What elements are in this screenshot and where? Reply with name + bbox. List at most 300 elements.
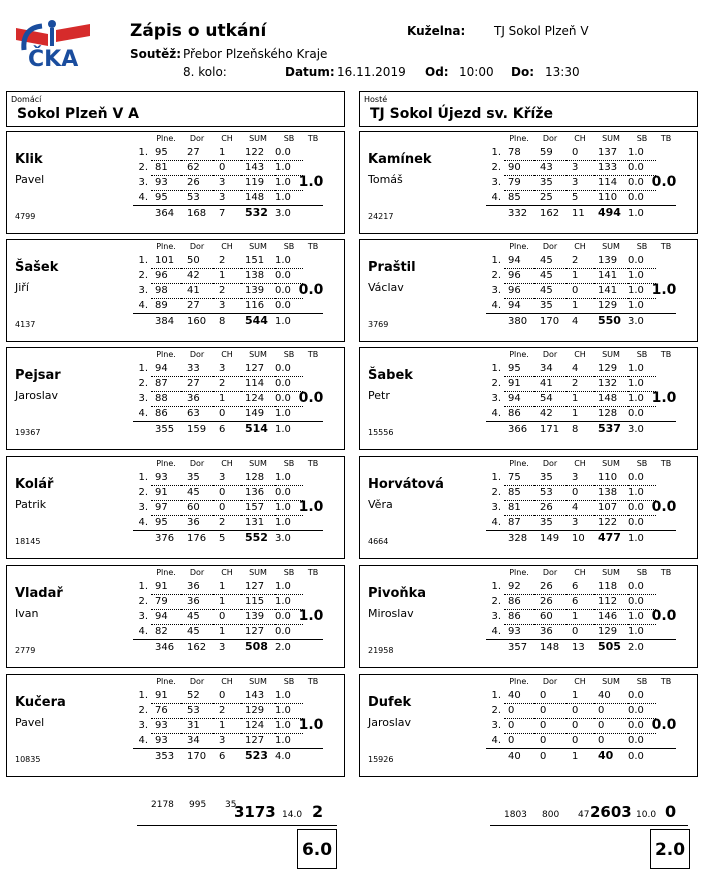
table-row [133, 595, 323, 610]
column-header: CH [574, 350, 586, 359]
column-header: SUM [602, 568, 620, 577]
cell: 143 [241, 689, 275, 704]
cell: 124 [241, 719, 275, 734]
sum-row [133, 206, 323, 222]
lane-number: 1. [491, 363, 501, 375]
cell: 0 [566, 734, 594, 749]
table-row [486, 362, 676, 377]
cell: 36 [181, 392, 213, 407]
cell: 3 [566, 161, 594, 176]
sum-cell: 149 [534, 531, 566, 547]
column-header: CH [574, 568, 586, 577]
column-header: SUM [249, 677, 267, 686]
column-header: CH [574, 459, 586, 468]
lane-number: 2. [138, 596, 148, 607]
cell: 78 [504, 146, 534, 161]
cell: 107 [594, 501, 628, 516]
sum-cell: 3.0 [275, 206, 303, 222]
cell: 141 [594, 269, 628, 284]
sum-row [486, 531, 676, 547]
player-firstname: Miroslav [368, 607, 414, 620]
datum-value: 16.11.2019 [337, 65, 406, 79]
sum-total: 523 [245, 749, 268, 762]
sum-cell: 328 [504, 531, 534, 547]
table-row [486, 595, 676, 610]
column-header: TB [307, 242, 319, 251]
sum-cell: 8 [213, 314, 241, 330]
player-reg-number: 15556 [368, 428, 394, 437]
lane-number: 1. [138, 147, 148, 159]
cell: 0 [566, 486, 594, 501]
sum-cell: 148 [534, 640, 566, 656]
column-header: Plne. [509, 134, 529, 143]
column-header: Dor [542, 568, 558, 577]
column-header: Plne. [156, 350, 176, 359]
sum-cell: 176 [181, 531, 213, 547]
cell: 114 [241, 377, 275, 392]
cell: 138 [594, 486, 628, 501]
cell: 137 [594, 146, 628, 161]
sum-cell: 346 [151, 640, 181, 656]
cell: 1.0 [628, 146, 656, 161]
lane-number: 2. [491, 270, 501, 281]
cell: 129 [594, 299, 628, 314]
sum-cell: 1.0 [628, 206, 656, 222]
sum-cell: 357 [504, 640, 534, 656]
cell: 41 [181, 284, 213, 299]
cell: 96 [504, 269, 534, 284]
cell: 75 [504, 471, 534, 486]
cell: 26 [181, 176, 213, 191]
column-header: SUM [249, 568, 267, 577]
table-row [133, 625, 323, 640]
cell: 1.0 [275, 704, 303, 719]
column-header: SUM [249, 242, 267, 251]
lane-number: 3. [491, 502, 501, 513]
cell: 151 [241, 254, 275, 269]
lane-number: 4. [491, 299, 501, 311]
table-row [133, 377, 323, 392]
table-row [133, 392, 323, 407]
sum-row [133, 314, 323, 330]
cell: 92 [504, 580, 534, 595]
cell: 157 [241, 501, 275, 516]
cell: 63 [181, 407, 213, 422]
player-firstname: Pavel [15, 716, 45, 729]
table-row [133, 254, 323, 269]
cell: 124 [241, 392, 275, 407]
table-header-row [486, 675, 676, 689]
player-game-table [133, 566, 323, 655]
column-header: Dor [542, 134, 558, 143]
cell: 62 [181, 161, 213, 176]
cell: 93 [504, 625, 534, 640]
column-header: Dor [189, 677, 205, 686]
cell: 6 [566, 580, 594, 595]
cell: 60 [534, 610, 566, 625]
cell: 82 [151, 625, 181, 640]
soutez-label: Soutěž: [130, 47, 182, 61]
cell: 0 [504, 734, 534, 749]
cell: 25 [534, 191, 566, 206]
od-value: 10:00 [459, 65, 494, 79]
sum-cell: 171 [534, 422, 566, 438]
cell: 0 [504, 719, 534, 734]
player-tb-points: 1.0 [651, 390, 677, 406]
sum-cell: 1.0 [275, 314, 303, 330]
column-header: SB [636, 350, 648, 359]
lane-number: 4. [138, 407, 148, 419]
cell: 0.0 [628, 595, 656, 610]
sum-cell: 2.0 [275, 640, 303, 656]
cell: 26 [534, 595, 566, 610]
player-reg-number: 2779 [15, 646, 36, 655]
player-tb-points: 0.0 [651, 717, 677, 733]
lane-number: 2. [491, 705, 501, 716]
cell: 143 [241, 161, 275, 176]
player-firstname: Tomáš [368, 173, 403, 186]
column-header: SB [283, 134, 295, 143]
home-role: Domácí [11, 95, 42, 104]
cell: 110 [594, 471, 628, 486]
home-player-card [6, 456, 345, 559]
cell: 0 [594, 719, 628, 734]
cell: 35 [534, 299, 566, 314]
cell: 110 [594, 191, 628, 206]
column-header: SB [636, 134, 648, 143]
do-label: Do: [511, 65, 535, 79]
player-game-table [133, 675, 323, 764]
cell: 1.0 [628, 269, 656, 284]
sum-row [486, 206, 676, 222]
cell: 1.0 [275, 595, 303, 610]
cell: 1 [213, 595, 241, 610]
cell: 53 [534, 486, 566, 501]
home-player-card [6, 239, 345, 342]
cell: 86 [504, 595, 534, 610]
column-header: CH [221, 242, 233, 251]
sum-row [133, 531, 323, 547]
guest-player-card [359, 456, 698, 559]
lane-number: 2. [138, 270, 148, 281]
table-row [133, 299, 323, 314]
cell: 0.0 [628, 161, 656, 176]
guest-team-name: TJ Sokol Újezd sv. Kříže [370, 106, 553, 122]
cell: 2 [566, 377, 594, 392]
datum-label: Datum: [285, 65, 335, 79]
player-tb-points: 0.0 [651, 499, 677, 515]
cell: 0.0 [275, 377, 303, 392]
cell: 1.0 [628, 625, 656, 640]
cell: 1.0 [628, 377, 656, 392]
cell: 93 [151, 471, 181, 486]
player-game-table [133, 132, 323, 221]
cell: 149 [241, 407, 275, 422]
cell: 139 [241, 610, 275, 625]
table-header-row [133, 240, 323, 254]
player-reg-number: 19367 [15, 428, 41, 437]
cell: 54 [534, 392, 566, 407]
cell: 41 [534, 377, 566, 392]
cell: 94 [504, 392, 534, 407]
cell: 93 [151, 719, 181, 734]
sum-cell: 364 [151, 206, 181, 222]
table-header-row [133, 675, 323, 689]
cell: 45 [181, 625, 213, 640]
guest-player-card [359, 347, 698, 450]
lane-number: 4. [138, 734, 148, 746]
table-row [133, 146, 323, 161]
table-row [486, 407, 676, 422]
table-row [486, 392, 676, 407]
lane-number: 4. [491, 625, 501, 637]
sum-row [486, 640, 676, 656]
table-row [133, 407, 323, 422]
sum-cell: 3.0 [628, 314, 656, 330]
lane-number: 3. [491, 611, 501, 622]
column-header: SUM [249, 134, 267, 143]
home-team-header [6, 91, 345, 127]
cell: 128 [241, 471, 275, 486]
table-row [486, 625, 676, 640]
lane-number: 1. [491, 255, 501, 267]
lane-number: 2. [138, 487, 148, 498]
cell: 0.0 [628, 580, 656, 595]
sum-row [133, 749, 323, 765]
cell: 3 [213, 176, 241, 191]
cell: 36 [181, 580, 213, 595]
home-total-dor: 995 [189, 800, 207, 810]
home-total-plne: 2178 [151, 800, 174, 810]
cell: 36 [181, 516, 213, 531]
column-header: Plne. [156, 677, 176, 686]
lane-number: 3. [491, 285, 501, 296]
column-header: CH [574, 242, 586, 251]
lane-number: 4. [491, 516, 501, 528]
cell: 3 [213, 299, 241, 314]
cell: 1 [566, 392, 594, 407]
sum-cell: 366 [504, 422, 534, 438]
cell: 127 [241, 362, 275, 377]
sum-cell: 162 [534, 206, 566, 222]
cell: 53 [181, 704, 213, 719]
table-row [486, 580, 676, 595]
player-firstname: Petr [368, 389, 390, 402]
cell: 0.0 [628, 176, 656, 191]
cell: 87 [151, 377, 181, 392]
cell: 96 [151, 269, 181, 284]
player-reg-number: 3769 [368, 320, 389, 329]
sum-row [486, 749, 676, 765]
player-firstname: Věra [368, 498, 393, 511]
cell: 0 [534, 734, 566, 749]
player-firstname: Pavel [15, 173, 45, 186]
cell: 2 [213, 704, 241, 719]
cell: 26 [534, 580, 566, 595]
cell: 0.0 [628, 689, 656, 704]
sum-total: 537 [598, 422, 621, 435]
cell: 43 [534, 161, 566, 176]
cell: 0 [566, 146, 594, 161]
sum-total: 550 [598, 314, 621, 327]
cell: 40 [504, 689, 534, 704]
cell: 0 [213, 689, 241, 704]
player-game-table [486, 240, 676, 329]
cell: 2 [213, 254, 241, 269]
column-header: SUM [602, 350, 620, 359]
table-header-row [486, 348, 676, 362]
cell: 1.0 [628, 362, 656, 377]
column-header: TB [307, 677, 319, 686]
table-row [486, 254, 676, 269]
cell: 141 [594, 284, 628, 299]
cell: 0 [213, 486, 241, 501]
cell: 114 [594, 176, 628, 191]
table-header-row [486, 240, 676, 254]
table-row [133, 689, 323, 704]
sum-cell: 376 [151, 531, 181, 547]
cell: 127 [241, 580, 275, 595]
lane-number: 1. [491, 690, 501, 702]
cell: 2 [213, 284, 241, 299]
cell: 139 [594, 254, 628, 269]
table-row [486, 471, 676, 486]
column-header: CH [221, 134, 233, 143]
cell: 2 [566, 254, 594, 269]
cell: 0.0 [275, 392, 303, 407]
cell: 94 [151, 610, 181, 625]
sum-cell: 4.0 [275, 749, 303, 765]
cell: 93 [151, 734, 181, 749]
cell: 86 [504, 610, 534, 625]
guest-role: Hosté [364, 95, 388, 104]
cell: 45 [181, 610, 213, 625]
column-header: Plne. [156, 459, 176, 468]
lane-number: 4. [138, 191, 148, 203]
player-game-table [486, 566, 676, 655]
lane-number: 4. [491, 407, 501, 419]
sum-cell: 10 [566, 531, 594, 547]
player-reg-number: 4664 [368, 537, 389, 546]
cell: 131 [241, 516, 275, 531]
sum-cell: 170 [181, 749, 213, 765]
cell: 1.0 [628, 486, 656, 501]
column-header: Dor [189, 459, 205, 468]
player-firstname: Ivan [15, 607, 39, 620]
table-header-row [486, 457, 676, 471]
guest-total-dor: 800 [542, 810, 560, 820]
cell: 0.0 [275, 486, 303, 501]
cell: 0 [594, 734, 628, 749]
home-player-card [6, 565, 345, 668]
home-total-ch: 35 [225, 800, 237, 810]
cell: 1.0 [275, 161, 303, 176]
lane-number: 2. [491, 487, 501, 498]
cell: 118 [594, 580, 628, 595]
cell: 0.0 [628, 704, 656, 719]
cell: 127 [241, 625, 275, 640]
table-row [486, 689, 676, 704]
cell: 1 [566, 689, 594, 704]
cell: 1.0 [275, 719, 303, 734]
cell: 81 [151, 161, 181, 176]
player-tb-points: 0.0 [298, 282, 324, 298]
cell: 3 [213, 362, 241, 377]
cell: 91 [504, 377, 534, 392]
guest-total-sum: 2603 [590, 803, 632, 821]
column-header: Plne. [509, 459, 529, 468]
player-game-table [486, 132, 676, 221]
cell: 0.0 [628, 254, 656, 269]
sum-cell: 1 [566, 749, 594, 765]
column-header: TB [660, 350, 672, 359]
svg-text:ČKA: ČKA [28, 47, 79, 72]
cell: 1 [566, 407, 594, 422]
column-header: CH [221, 350, 233, 359]
sum-total: 532 [245, 206, 268, 219]
cell: 95 [151, 516, 181, 531]
player-surname: Dufek [368, 695, 412, 710]
cell: 129 [594, 362, 628, 377]
lane-number: 2. [138, 162, 148, 173]
sum-total: 552 [245, 531, 268, 544]
sum-row [133, 640, 323, 656]
cell: 2 [213, 516, 241, 531]
player-tb-points: 1.0 [651, 282, 677, 298]
sum-cell: 1.0 [628, 531, 656, 547]
player-reg-number: 18145 [15, 537, 41, 546]
table-row [133, 284, 323, 299]
sum-cell: 1.0 [275, 422, 303, 438]
sum-cell: 3.0 [628, 422, 656, 438]
cell: 0 [534, 689, 566, 704]
column-header: TB [660, 134, 672, 143]
sum-row [133, 422, 323, 438]
guest-total-tb: 0 [665, 802, 677, 821]
column-header: Plne. [509, 242, 529, 251]
cell: 27 [181, 377, 213, 392]
cell: 116 [241, 299, 275, 314]
lane-number: 1. [491, 147, 501, 159]
kuzelna-value: TJ Sokol Plzeň V [494, 24, 589, 38]
guest-total-line [490, 825, 688, 826]
cell: 119 [241, 176, 275, 191]
cell: 1.0 [628, 392, 656, 407]
od-label: Od: [425, 65, 449, 79]
player-firstname: Patrik [15, 498, 47, 511]
column-header: CH [221, 677, 233, 686]
column-header: SB [636, 459, 648, 468]
lane-number: 1. [491, 581, 501, 593]
table-row [486, 284, 676, 299]
column-header: TB [660, 242, 672, 251]
cell: 86 [151, 407, 181, 422]
cell: 36 [534, 625, 566, 640]
table-header-row [133, 348, 323, 362]
cell: 0.0 [628, 719, 656, 734]
cell: 0.0 [628, 501, 656, 516]
column-header: TB [307, 568, 319, 577]
cell: 6 [566, 595, 594, 610]
cell: 0.0 [628, 516, 656, 531]
cell: 3 [566, 176, 594, 191]
sum-total: 505 [598, 640, 621, 653]
cell: 0 [566, 704, 594, 719]
cell: 1.0 [275, 501, 303, 516]
cell: 35 [534, 516, 566, 531]
column-header: Dor [189, 350, 205, 359]
player-game-table [486, 348, 676, 437]
